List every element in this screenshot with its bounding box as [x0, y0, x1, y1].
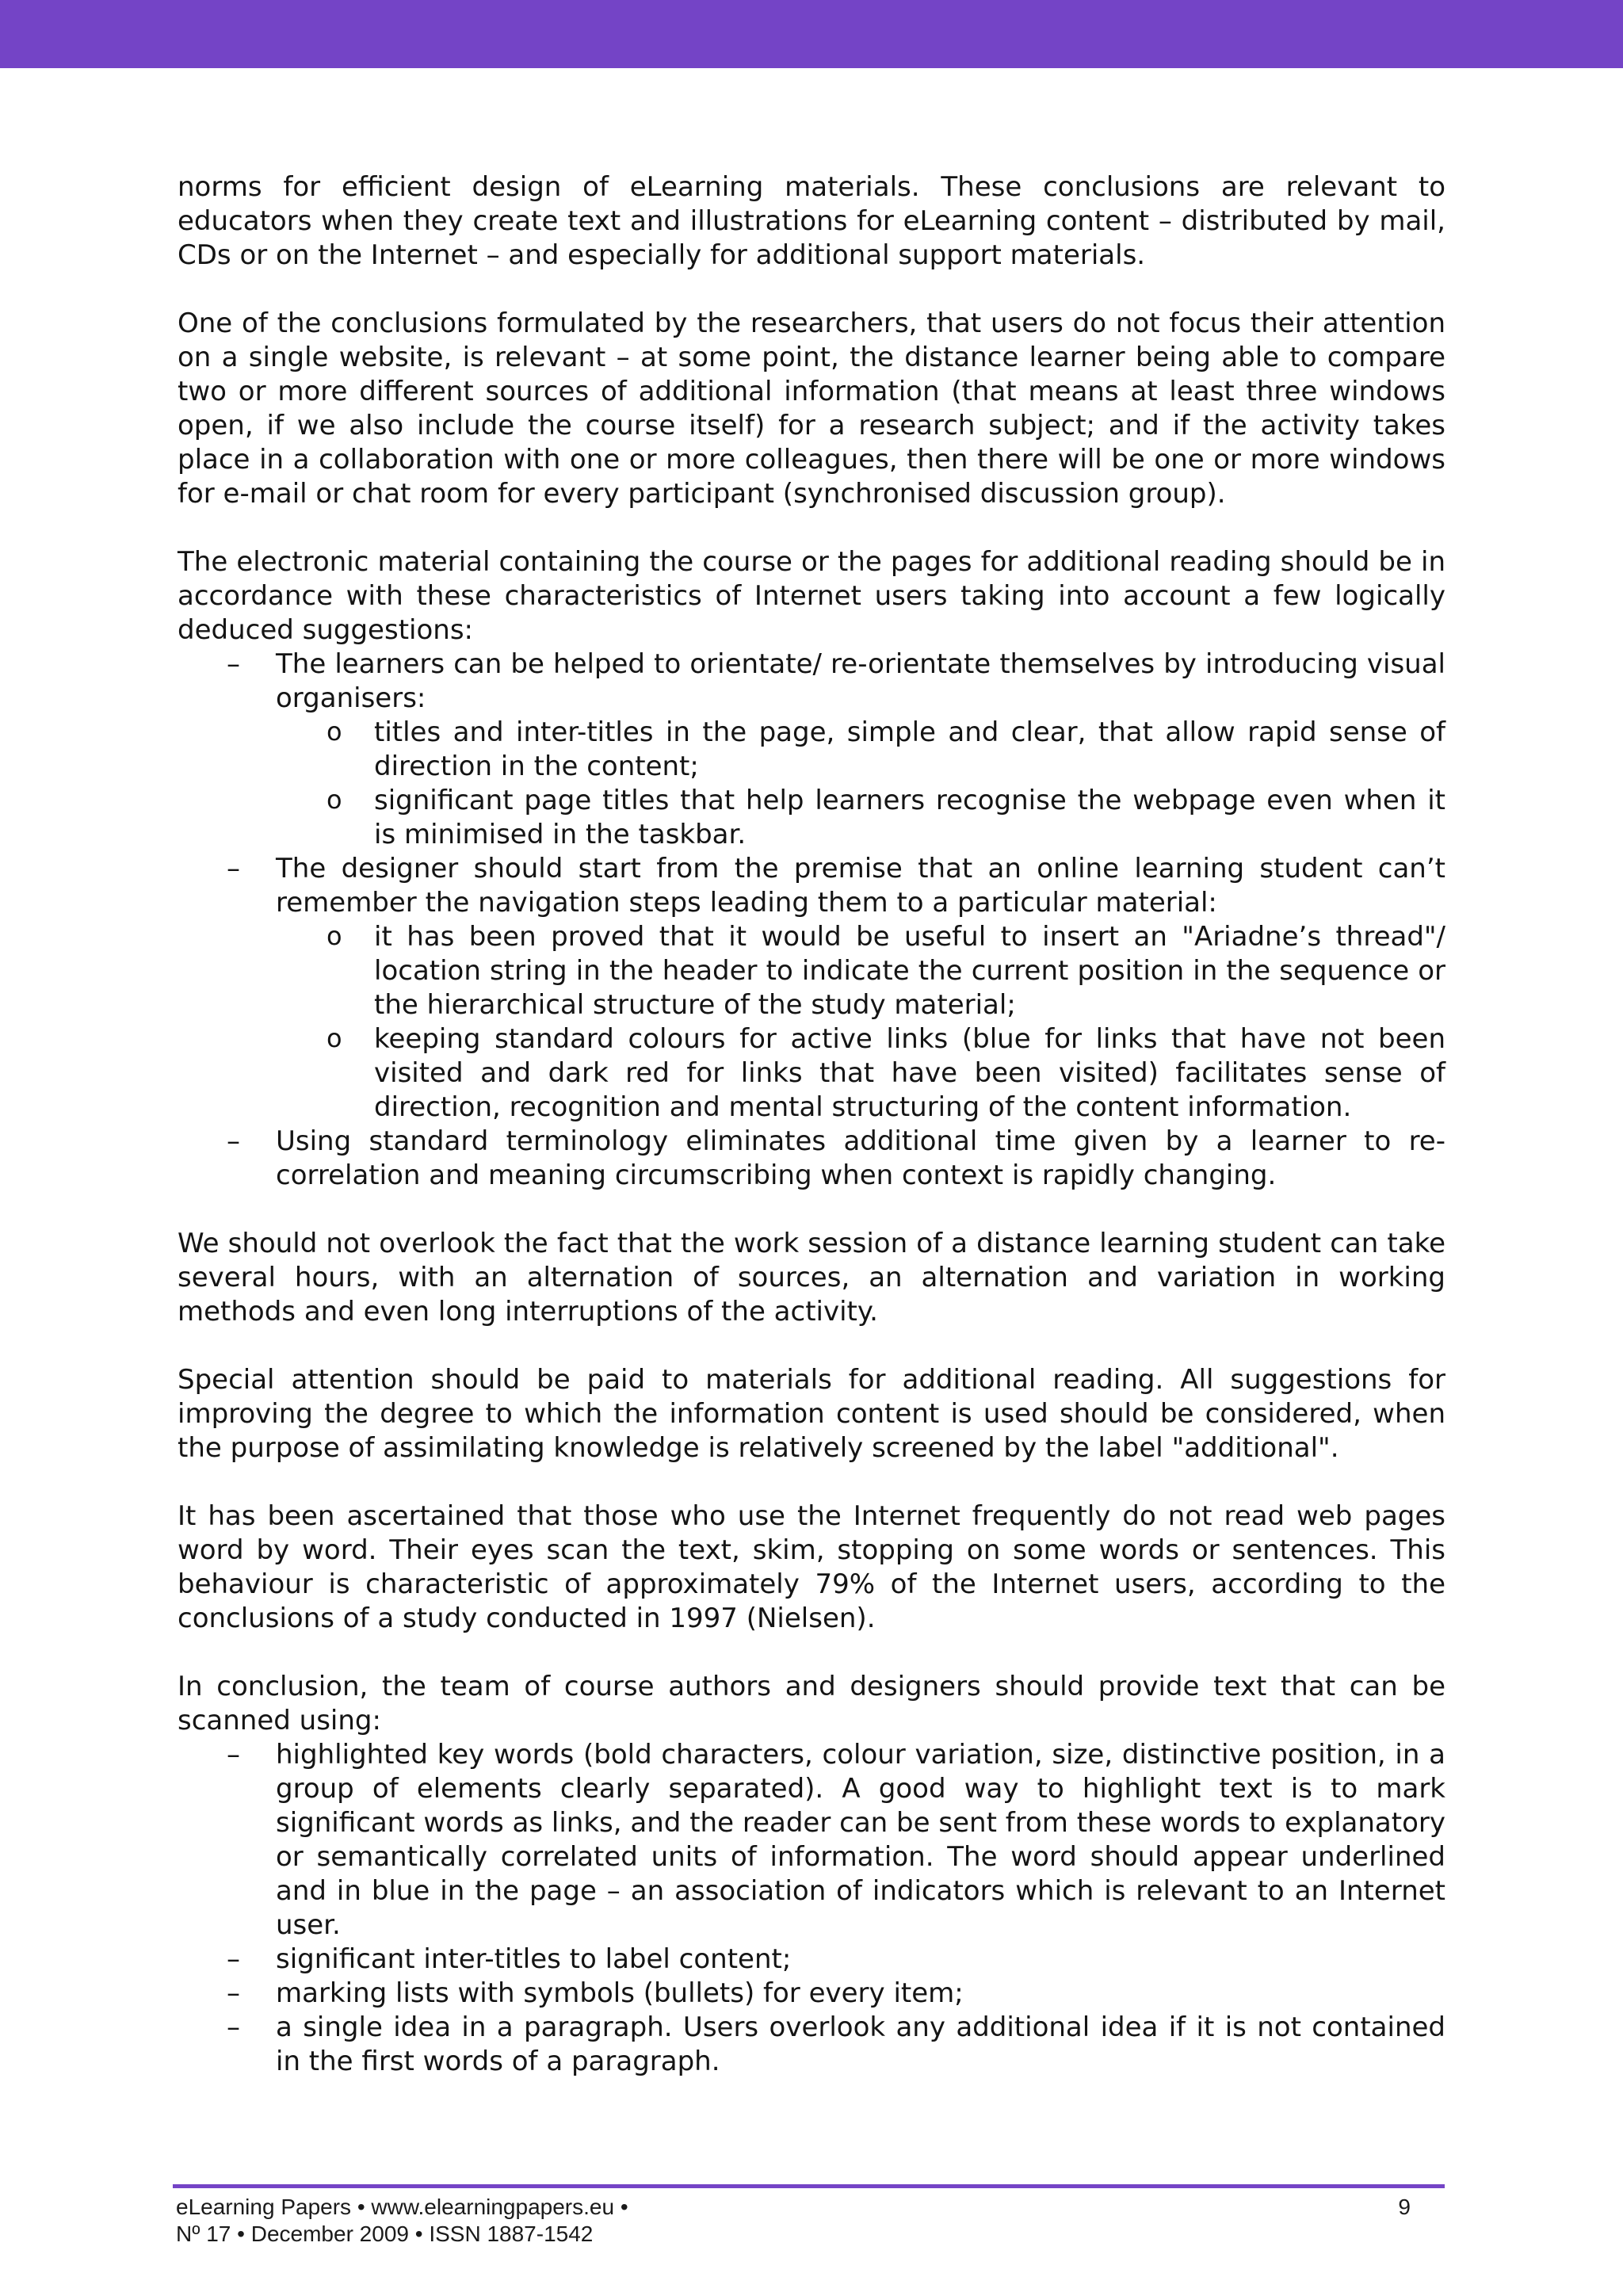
article-body: [178, 170, 1445, 2079]
scan-techniques-list: [178, 1738, 1445, 2079]
paragraph: norms for efficient design of eLearning materials. These conclusions are relevant to educators when they create text and illustrations for eLearning content – distributed by mail, CDs or on the Internet – and especially for additional support materials.: [178, 171, 1445, 271]
dash-bullet-icon: –: [227, 1739, 240, 1771]
sub-list-item-text: titles and inter-titles in the page, simple and clear, that allow rapid sense of direction in the content;: [374, 716, 1445, 782]
header-color-bar: [0, 0, 1623, 68]
suggestions-list: [178, 648, 1445, 1193]
paragraph: In conclusion, the team of course authors and designers should provide text that can be scanned using:: [178, 1671, 1445, 1736]
paragraph: One of the conclusions formulated by the researchers, that users do not focus their attention on a single website, is relevant – at some point, the distance learner being able to compare two or more different sources of additional information (that means at least three windows open, if we also include the course itself) for a research subject; and if the activity takes place in a collaboration with one or more colleagues, then there will be one or more windows for e-mail or chat room for every participant (synchronised discussion group).: [178, 308, 1445, 510]
list-item: [178, 1943, 1445, 1977]
footer-issue-line: Nº 17 • December 2009 • ISSN 1887-1542: [176, 2222, 594, 2246]
page-number: 9: [1398, 2195, 1411, 2219]
sub-list-item-text: significant page titles that help learners recognise the webpage even when it is minimised in the taskbar.: [374, 785, 1445, 850]
list-item-text: a single idea in a paragraph. Users overlook any additional idea if it is not contained in the first words of a paragraph.: [276, 2011, 1445, 2077]
list-item-text: The learners can be helped to orientate/ re-orientate themselves by introducing visual organisers:: [276, 648, 1445, 714]
list-item: [178, 1977, 1445, 2011]
paragraph: The electronic material containing the course or the pages for additional reading should be in accordance with these characteristics of Internet users taking into account a few logically deduced suggestions:: [178, 546, 1445, 646]
dash-bullet-icon: –: [227, 2011, 240, 2043]
circle-bullet-icon: o: [327, 921, 342, 951]
footer: [176, 2194, 1444, 2248]
sub-list-item: [276, 1022, 1445, 1125]
list-item: [178, 1738, 1445, 1943]
circle-bullet-icon: o: [327, 716, 342, 747]
circle-bullet-icon: o: [327, 1023, 342, 1053]
dash-bullet-icon: –: [227, 853, 240, 884]
list-item-text: marking lists with symbols (bullets) for every item;: [276, 1977, 964, 2009]
sub-list-item-text: keeping standard colours for active links (blue for links that have not been visited and dark red for links that have been visited) facilitates sense of direction, recognition and mental structuring of the content information.: [374, 1023, 1445, 1123]
list-item-text: significant inter-titles to label content;: [276, 1943, 792, 1975]
footer-divider: [173, 2184, 1445, 2188]
sub-list-item: [276, 784, 1445, 852]
list-item: [178, 1125, 1445, 1193]
dash-bullet-icon: –: [227, 1977, 240, 2009]
circle-bullet-icon: o: [327, 785, 342, 815]
paragraph: It has been ascertained that those who use the Internet frequently do not read web pages word by word. Their eyes scan the text, skim, stopping on some words or sentences. This behaviour is characteristic of approximately 79% of the Internet users, according to the conclusions of a study conducted in 1997 (Nielsen).: [178, 1500, 1445, 1634]
dash-bullet-icon: –: [227, 648, 240, 680]
footer-publication-line: eLearning Papers • www.elearningpapers.eu •: [176, 2195, 628, 2219]
sub-list-item: [276, 716, 1445, 784]
sub-list: [276, 920, 1445, 1125]
sub-list-item: [276, 920, 1445, 1022]
list-item: [178, 852, 1445, 1125]
list-item-text: highlighted key words (bold characters, colour variation, size, distinctive position, in a group of elements clearly separated). A good way to highlight text is to mark significant words as links, and the reader can be sent from these words to explanatory or semantically correlated units of information. The word should appear underlined and in blue in the page – an association of indicators which is relevant to an Internet user.: [276, 1739, 1445, 1941]
paragraph: We should not overlook the fact that the work session of a distance learning student can take several hours, with an alternation of sources, an alternation and variation in working methods and even long interruptions of the activity.: [178, 1228, 1445, 1328]
list-item-text: The designer should start from the premise that an online learning student can’t remember the navigation steps leading them to a particular material:: [276, 853, 1445, 919]
list-item-text: Using standard terminology eliminates additional time given by a learner to re-correlation and meaning circumscribing when context is rapidly changing.: [276, 1125, 1445, 1191]
sub-list: [276, 716, 1445, 852]
dash-bullet-icon: –: [227, 1943, 240, 1975]
list-item: [178, 648, 1445, 852]
dash-bullet-icon: –: [227, 1125, 240, 1157]
list-item: [178, 2011, 1445, 2079]
paragraph: Special attention should be paid to materials for additional reading. All suggestions for improving the degree to which the information content is used should be considered, when the purpose of assimilating knowledge is relatively screened by the label "additional".: [178, 1364, 1445, 1464]
sub-list-item-text: it has been proved that it would be useful to insert an "Ariadne’s thread"/ location string in the header to indicate the current position in the sequence or the hierarchical structure of the study material;: [374, 921, 1445, 1021]
